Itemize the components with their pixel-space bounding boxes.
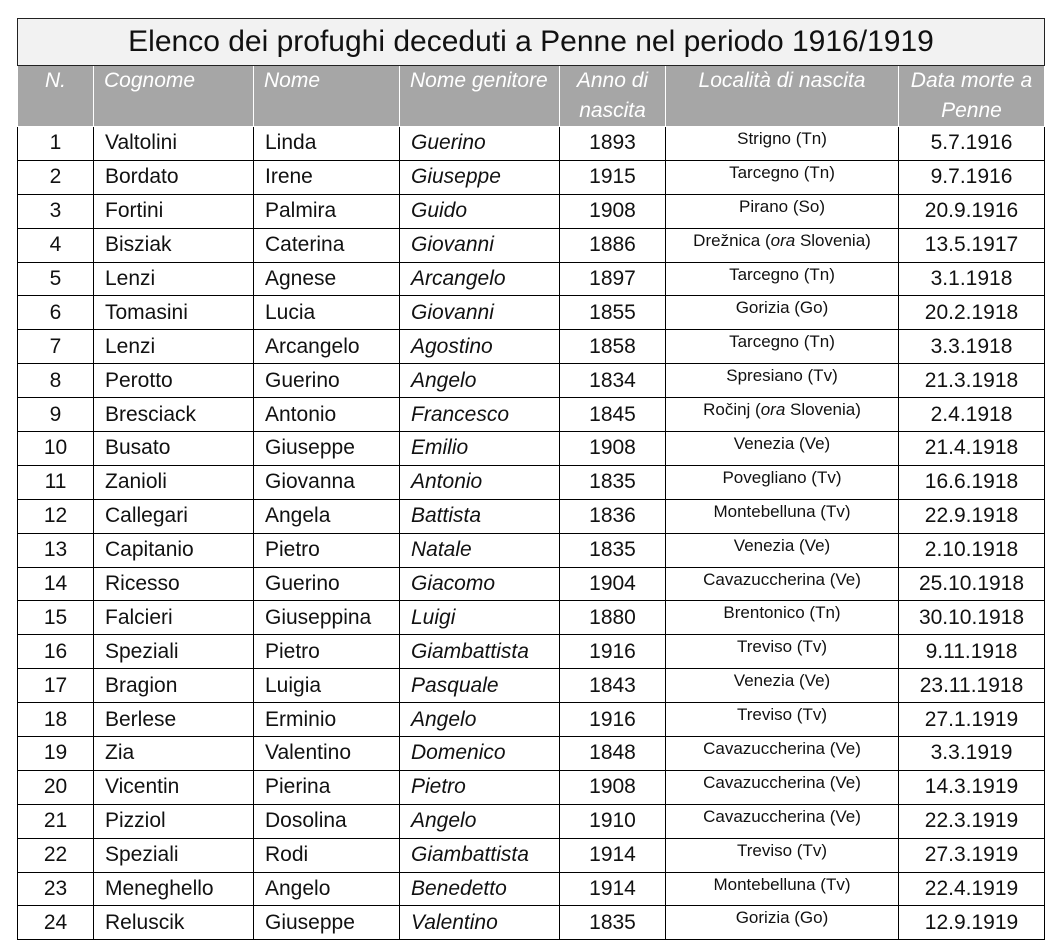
cell-number: 10	[18, 432, 94, 466]
cell-cognome: Reluscik	[94, 906, 254, 940]
cell-anno: 1904	[560, 567, 666, 601]
localita-text: Povegliano (Tv)	[722, 467, 842, 487]
cell-localita	[666, 194, 899, 228]
cell-genitore: Natale	[400, 533, 560, 567]
cell-data: 22.3.1919	[899, 804, 1045, 838]
cell-cognome: Speziali	[94, 635, 254, 669]
table-row	[18, 160, 1045, 194]
localita-text: Cavazuccherina (Ve)	[703, 569, 861, 589]
cell-localita	[666, 601, 899, 635]
cell-cognome: Capitanio	[94, 533, 254, 567]
cell-nome: Pierina	[254, 770, 400, 804]
cell-localita	[666, 296, 899, 330]
cell-cognome: Bragion	[94, 669, 254, 703]
localita-text: Spresiano (Tv)	[726, 366, 838, 386]
cell-cognome: Busato	[94, 432, 254, 466]
cell-cognome: Falcieri	[94, 601, 254, 635]
localita-text: Brentonico (Tn)	[723, 603, 841, 623]
table-title: Elenco dei profughi deceduti a Penne nel periodo 1916/1919	[18, 19, 1045, 66]
cell-number: 18	[18, 703, 94, 737]
localita-text: Treviso (Tv)	[736, 840, 828, 860]
cell-genitore: Giambattista	[400, 838, 560, 872]
cell-nome: Giuseppe	[254, 906, 400, 940]
cell-anno: 1886	[560, 228, 666, 262]
cell-data: 2.4.1918	[899, 398, 1045, 432]
localita-suffix: Slovenia)	[785, 400, 861, 420]
table-row	[18, 262, 1045, 296]
header-nome: Nome	[254, 66, 400, 127]
cell-nome: Agnese	[254, 262, 400, 296]
cell-nome: Rodi	[254, 838, 400, 872]
cell-anno: 1914	[560, 838, 666, 872]
cell-number: 17	[18, 669, 94, 703]
cell-number: 5	[18, 262, 94, 296]
table-row	[18, 567, 1045, 601]
cell-cognome: Fortini	[94, 194, 254, 228]
cell-localita	[666, 872, 899, 906]
cell-data: 22.9.1918	[899, 499, 1045, 533]
table-row	[18, 127, 1045, 161]
cell-localita	[666, 838, 899, 872]
cell-cognome: Zia	[94, 737, 254, 771]
table-row	[18, 533, 1045, 567]
cell-genitore: Guerino	[400, 127, 560, 161]
cell-nome: Pietro	[254, 533, 400, 567]
table-body	[18, 127, 1045, 940]
cell-localita	[666, 499, 899, 533]
cell-cognome: Tomasini	[94, 296, 254, 330]
localita-text: Treviso (Tv)	[736, 705, 828, 725]
header-anno: Anno di nascita	[560, 66, 666, 127]
cell-data: 27.3.1919	[899, 838, 1045, 872]
cell-number: 24	[18, 906, 94, 940]
localita-text: Montebelluna (Tv)	[713, 874, 851, 894]
table-row	[18, 703, 1045, 737]
cell-cognome: Zanioli	[94, 465, 254, 499]
cell-genitore: Pasquale	[400, 669, 560, 703]
localita-text: Venezia (Ve)	[733, 671, 831, 691]
cell-data: 23.11.1918	[899, 669, 1045, 703]
table-row	[18, 432, 1045, 466]
cell-nome: Guerino	[254, 364, 400, 398]
table-row	[18, 499, 1045, 533]
cell-nome: Guerino	[254, 567, 400, 601]
cell-data: 20.9.1916	[899, 194, 1045, 228]
cell-cognome: Valtolini	[94, 127, 254, 161]
cell-number: 8	[18, 364, 94, 398]
cell-genitore: Luigi	[400, 601, 560, 635]
cell-number: 20	[18, 770, 94, 804]
cell-localita	[666, 160, 899, 194]
cell-localita	[666, 364, 899, 398]
localita-text: Strigno (Tn)	[737, 129, 827, 148]
table-row	[18, 364, 1045, 398]
cell-localita	[666, 262, 899, 296]
table-row	[18, 669, 1045, 703]
refugees-table	[17, 18, 1045, 940]
cell-localita	[666, 398, 899, 432]
cell-data: 22.4.1919	[899, 872, 1045, 906]
cell-data: 20.2.1918	[899, 296, 1045, 330]
table-row	[18, 296, 1045, 330]
localita-text: Ročinj (	[703, 400, 761, 420]
cell-localita	[666, 533, 899, 567]
cell-cognome: Speziali	[94, 838, 254, 872]
cell-anno: 1880	[560, 601, 666, 635]
cell-anno: 1845	[560, 398, 666, 432]
table-row	[18, 872, 1045, 906]
table-row	[18, 804, 1045, 838]
cell-anno: 1835	[560, 533, 666, 567]
refugees-table-container	[17, 18, 1044, 940]
cell-nome: Dosolina	[254, 804, 400, 838]
cell-nome: Palmira	[254, 194, 400, 228]
localita-text: Gorizia (Go)	[735, 298, 829, 318]
cell-cognome: Perotto	[94, 364, 254, 398]
title-row	[18, 19, 1045, 66]
cell-localita	[666, 228, 899, 262]
localita-text: Tarcegno (Tn)	[729, 162, 835, 182]
cell-number: 12	[18, 499, 94, 533]
cell-localita	[666, 906, 899, 940]
localita-text: Treviso (Tv)	[736, 637, 828, 657]
cell-localita	[666, 432, 899, 466]
cell-genitore: Giuseppe	[400, 160, 560, 194]
cell-number: 21	[18, 804, 94, 838]
cell-data: 27.1.1919	[899, 703, 1045, 737]
cell-genitore: Emilio	[400, 432, 560, 466]
cell-cognome: Berlese	[94, 703, 254, 737]
cell-data: 3.3.1919	[899, 737, 1045, 771]
cell-cognome: Lenzi	[94, 262, 254, 296]
localita-text: Tarcegno (Tn)	[729, 332, 835, 352]
cell-number: 16	[18, 635, 94, 669]
cell-data: 21.3.1918	[899, 364, 1045, 398]
cell-genitore: Battista	[400, 499, 560, 533]
cell-anno: 1908	[560, 432, 666, 466]
cell-localita	[666, 330, 899, 364]
cell-number: 6	[18, 296, 94, 330]
cell-localita	[666, 127, 899, 161]
cell-anno: 1835	[560, 906, 666, 940]
localita-text: Tarcegno (Tn)	[729, 264, 835, 284]
cell-nome: Pietro	[254, 635, 400, 669]
cell-genitore: Giambattista	[400, 635, 560, 669]
cell-nome: Luigia	[254, 669, 400, 703]
cell-genitore: Giovanni	[400, 296, 560, 330]
cell-genitore: Angelo	[400, 804, 560, 838]
localita-text: Gorizia (Go)	[735, 908, 829, 928]
header-data: Data morte a Penne	[899, 66, 1045, 127]
cell-data: 14.3.1919	[899, 770, 1045, 804]
cell-anno: 1914	[560, 872, 666, 906]
cell-nome: Irene	[254, 160, 400, 194]
cell-data: 12.9.1919	[899, 906, 1045, 940]
cell-localita	[666, 567, 899, 601]
cell-cognome: Bresciack	[94, 398, 254, 432]
cell-anno: 1916	[560, 703, 666, 737]
cell-cognome: Ricesso	[94, 567, 254, 601]
header-cognome: Cognome	[94, 66, 254, 127]
cell-nome: Caterina	[254, 228, 400, 262]
cell-anno: 1908	[560, 770, 666, 804]
cell-localita	[666, 737, 899, 771]
table-row	[18, 398, 1045, 432]
cell-genitore: Guido	[400, 194, 560, 228]
localita-text: Montebelluna (Tv)	[713, 501, 851, 521]
table-row	[18, 906, 1045, 940]
cell-nome: Angelo	[254, 872, 400, 906]
cell-nome: Erminio	[254, 703, 400, 737]
header-genitore: Nome genitore	[400, 66, 560, 127]
cell-cognome: Vicentin	[94, 770, 254, 804]
cell-genitore: Valentino	[400, 906, 560, 940]
cell-nome: Antonio	[254, 398, 400, 432]
cell-cognome: Pizziol	[94, 804, 254, 838]
cell-nome: Lucia	[254, 296, 400, 330]
cell-genitore: Benedetto	[400, 872, 560, 906]
header-localita: Località di nascita	[666, 66, 899, 127]
cell-number: 22	[18, 838, 94, 872]
cell-number: 11	[18, 465, 94, 499]
cell-anno: 1915	[560, 160, 666, 194]
cell-cognome: Bordato	[94, 160, 254, 194]
cell-genitore: Francesco	[400, 398, 560, 432]
cell-number: 4	[18, 228, 94, 262]
cell-localita	[666, 770, 899, 804]
cell-number: 1	[18, 127, 94, 161]
cell-number: 3	[18, 194, 94, 228]
table-row	[18, 330, 1045, 364]
cell-anno: 1835	[560, 465, 666, 499]
cell-number: 15	[18, 601, 94, 635]
cell-anno: 1897	[560, 262, 666, 296]
cell-localita	[666, 703, 899, 737]
cell-data: 21.4.1918	[899, 432, 1045, 466]
cell-anno: 1836	[560, 499, 666, 533]
localita-italic: ora	[770, 230, 796, 250]
cell-data: 16.6.1918	[899, 465, 1045, 499]
cell-number: 19	[18, 737, 94, 771]
localita-suffix: Slovenia)	[795, 230, 871, 250]
localita-text: Pirano (So)	[739, 196, 825, 216]
cell-cognome: Lenzi	[94, 330, 254, 364]
cell-number: 2	[18, 160, 94, 194]
cell-anno: 1908	[560, 194, 666, 228]
cell-anno: 1916	[560, 635, 666, 669]
localita-text: Cavazuccherina (Ve)	[703, 772, 861, 792]
localita-text: Venezia (Ve)	[733, 434, 831, 454]
localita-text: Venezia (Ve)	[733, 535, 831, 555]
cell-number: 14	[18, 567, 94, 601]
cell-nome: Valentino	[254, 737, 400, 771]
cell-genitore: Domenico	[400, 737, 560, 771]
localita-text: Cavazuccherina (Ve)	[703, 806, 861, 826]
cell-genitore: Arcangelo	[400, 262, 560, 296]
cell-anno: 1848	[560, 737, 666, 771]
table-row	[18, 838, 1045, 872]
table-row	[18, 194, 1045, 228]
cell-nome: Giuseppe	[254, 432, 400, 466]
cell-number: 23	[18, 872, 94, 906]
table-row	[18, 601, 1045, 635]
table-row	[18, 770, 1045, 804]
cell-data: 13.5.1917	[899, 228, 1045, 262]
cell-data: 3.3.1918	[899, 330, 1045, 364]
header-n: N.	[18, 66, 94, 127]
cell-cognome: Callegari	[94, 499, 254, 533]
cell-anno: 1910	[560, 804, 666, 838]
cell-data: 3.1.1918	[899, 262, 1045, 296]
cell-anno: 1858	[560, 330, 666, 364]
cell-data: 9.11.1918	[899, 635, 1045, 669]
localita-italic: ora	[760, 400, 786, 420]
cell-genitore: Pietro	[400, 770, 560, 804]
cell-nome: Giuseppina	[254, 601, 400, 635]
cell-data: 9.7.1916	[899, 160, 1045, 194]
cell-genitore: Giovanni	[400, 228, 560, 262]
cell-genitore: Agostino	[400, 330, 560, 364]
cell-anno: 1893	[560, 127, 666, 161]
cell-cognome: Bisziak	[94, 228, 254, 262]
cell-number: 9	[18, 398, 94, 432]
table-row	[18, 465, 1045, 499]
cell-data: 25.10.1918	[899, 567, 1045, 601]
cell-data: 30.10.1918	[899, 601, 1045, 635]
cell-localita	[666, 804, 899, 838]
cell-cognome: Meneghello	[94, 872, 254, 906]
localita-text: Drežnica (	[693, 230, 771, 250]
cell-number: 13	[18, 533, 94, 567]
cell-genitore: Angelo	[400, 703, 560, 737]
cell-anno: 1843	[560, 669, 666, 703]
localita-text: Cavazuccherina (Ve)	[703, 739, 861, 759]
cell-data: 2.10.1918	[899, 533, 1045, 567]
cell-anno: 1855	[560, 296, 666, 330]
cell-genitore: Giacomo	[400, 567, 560, 601]
cell-nome: Linda	[254, 127, 400, 161]
table-row	[18, 635, 1045, 669]
cell-localita	[666, 635, 899, 669]
cell-nome: Giovanna	[254, 465, 400, 499]
table-row	[18, 737, 1045, 771]
cell-localita	[666, 465, 899, 499]
cell-nome: Angela	[254, 499, 400, 533]
cell-genitore: Angelo	[400, 364, 560, 398]
cell-anno: 1834	[560, 364, 666, 398]
cell-number: 7	[18, 330, 94, 364]
header-row	[18, 66, 1045, 127]
table-row	[18, 228, 1045, 262]
cell-localita	[666, 669, 899, 703]
cell-genitore: Antonio	[400, 465, 560, 499]
cell-data: 5.7.1916	[899, 127, 1045, 161]
cell-nome: Arcangelo	[254, 330, 400, 364]
